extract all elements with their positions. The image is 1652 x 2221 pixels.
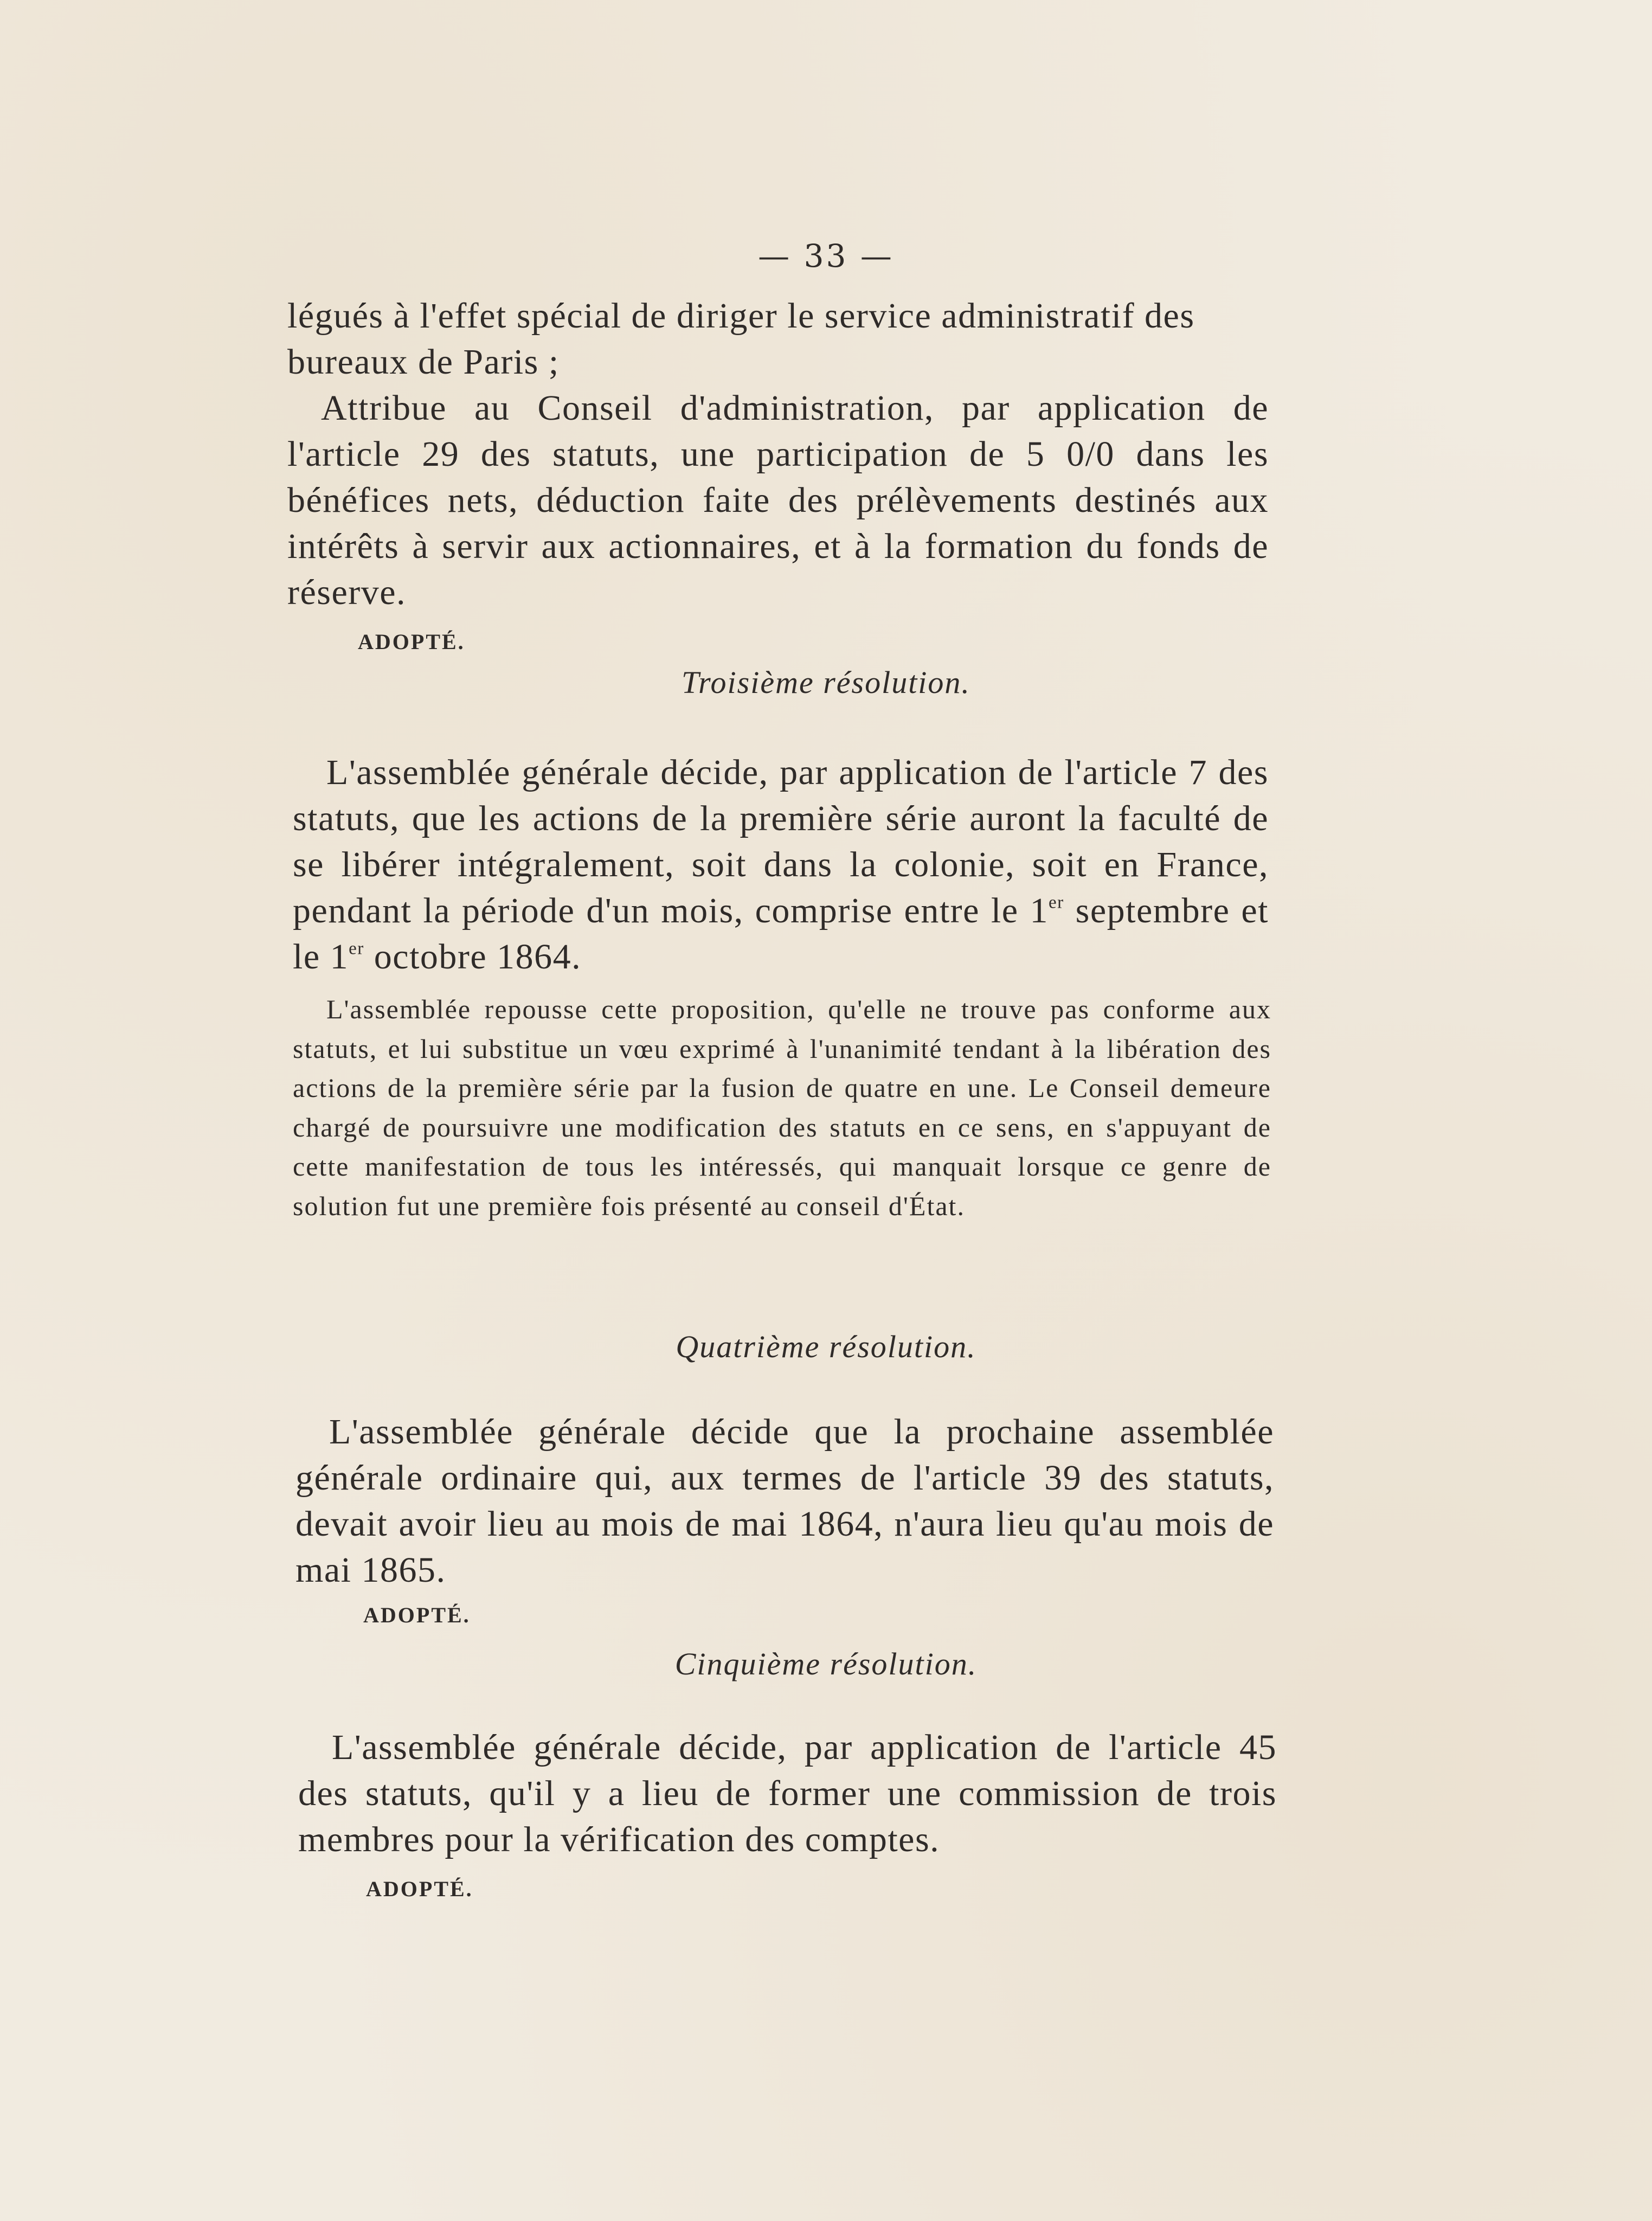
resolution-3-text-start: L'assemblée générale décide, par application de l'article 7 des statuts, que les actions de la première série auront la faculté de se libérer intégralement, soit dans la colonie, soit en France, pendant la période d'un mois, comprise entre le 1 <box>293 753 1269 930</box>
intro-line-2: bureaux de Paris ; <box>287 342 560 382</box>
resolution-3-text <box>293 749 1269 980</box>
attribution-paragraph: Attribue au Conseil d'administration, par application de l'article 29 des statuts, une participation de 5 0/0 dans les bénéfices nets, déduction faite des prélèvements destinés aux intérêts à servir aux actionnaires, et à la formation du fonds de réserve. <box>287 388 1269 612</box>
resolution-3-text-mid: septembre et le 1 <box>293 891 1269 977</box>
page-number: — 33 — <box>758 237 894 274</box>
resolution-3-sup-2: er <box>349 939 364 959</box>
adopte-label-3: ADOPTÉ. <box>366 1877 473 1901</box>
resolution-3-sup-1: er <box>1049 893 1064 913</box>
intro-line-1: légués à l'effet spécial de diriger le service administratif des <box>287 296 1195 336</box>
resolution-3-text-end: octobre 1864. <box>364 937 582 977</box>
resolution-3-heading: Troisième résolution. <box>682 665 970 700</box>
adopte-label-2: ADOPTÉ. <box>363 1603 471 1627</box>
resolution-3-note: L'assemblée repousse cette proposition, qu'elle ne trouve pas conforme aux statuts, et lui substitue un vœu exprimé à l'unanimité tendant à la libération des actions de la première série par la fusion de quatre en une. Le Conseil demeure chargé de poursuivre une modification des statuts en ce sens, en s'appuyant de cette manifestation de tous les intéressés, qui manquait lorsque ce genre de solution fut une première fois présenté au conseil d'État. <box>293 994 1271 1221</box>
resolution-5-text: L'assemblée générale décide, par application de l'article 45 des statuts, qu'il y a lieu de former une commission de trois membres pour la vérification des comptes. <box>298 1728 1277 1859</box>
adopte-label-1: ADOPTÉ. <box>358 630 465 654</box>
resolution-4-heading: Quatrième résolution. <box>676 1329 976 1364</box>
resolution-4-text: L'assemblée générale décide que la prochaine assemblée générale ordinaire qui, aux termes de l'article 39 des statuts, devait avoir lieu au mois de mai 1864, n'aura lieu qu'au mois de mai 1865. <box>295 1412 1274 1590</box>
resolution-5-heading: Cinquième résolution. <box>674 1646 978 1681</box>
